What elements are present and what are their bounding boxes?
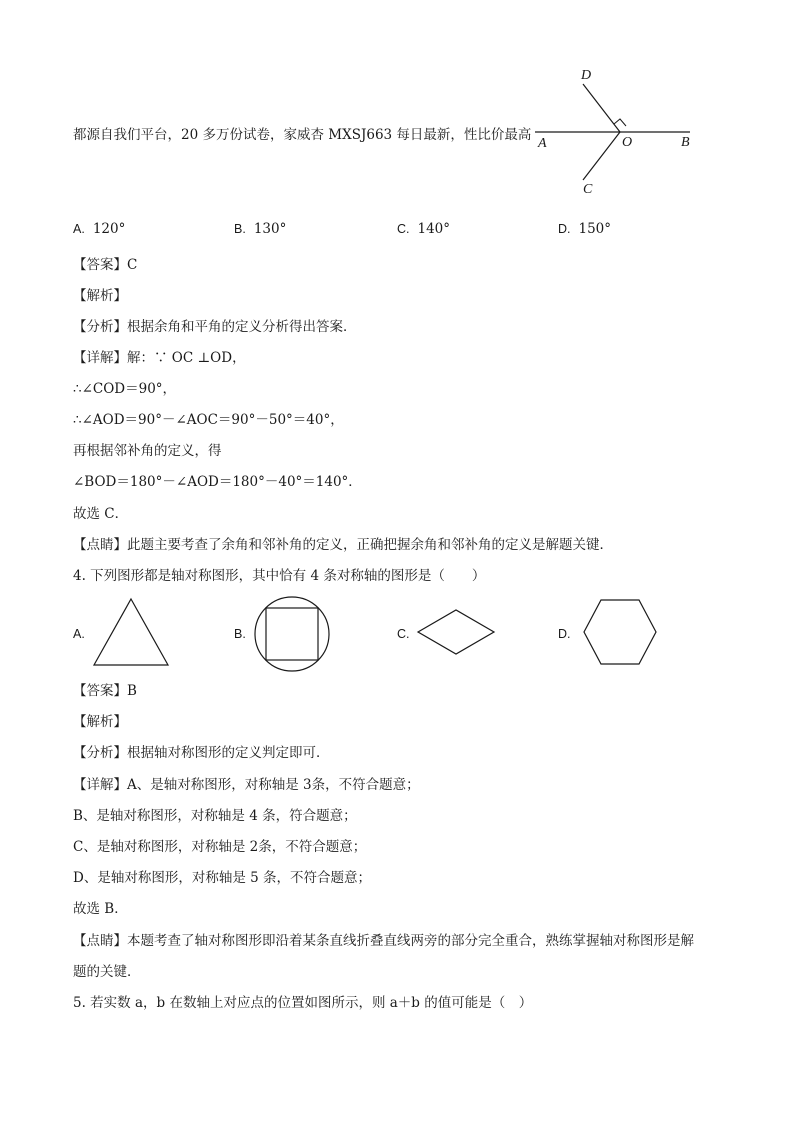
q3-xiangjie-5: ∠BOD＝180°－∠AOD＝180°－40°＝140°． (73, 474, 362, 490)
ray-oc (583, 132, 620, 180)
label-d: D (581, 68, 592, 83)
label-c: C (583, 182, 593, 197)
q4-xiangjie-3: C、是轴对称图形，对称轴是 2条，不符合题意； (73, 839, 367, 855)
q4-option-d (558, 625, 579, 643)
option-label: A. (73, 627, 85, 641)
q4-xiangjie-1: 【详解】A、是轴对称图形，对称轴是 3条，不符合题意； (73, 777, 420, 793)
angle-figure (535, 62, 705, 202)
option-value: 130° (253, 221, 287, 237)
option-label: C. (397, 627, 410, 641)
q3-option-d (558, 220, 611, 238)
hexagon-figure (582, 598, 658, 666)
q3-jiexi: 【解析】 (73, 288, 127, 304)
q4-dianjing-2: 题的关键． (73, 964, 141, 980)
label-b: B (681, 135, 690, 150)
option-label: B. (234, 222, 246, 236)
q4-option-c (397, 625, 418, 643)
q4-xiangjie-5: 故选 B． (73, 901, 128, 917)
circle-square-figure (253, 596, 331, 672)
q4-stem: 4. 下列图形都是轴对称图形，其中恰有 4 条对称轴的图形是（ ） (73, 568, 486, 584)
q4-fenxi: 【分析】根据轴对称图形的定义判定即可． (73, 745, 330, 761)
option-value: 140° (417, 221, 451, 237)
q4-xiangjie-2: B、是轴对称图形，对称轴是 4 条，符合题意； (73, 808, 357, 824)
q4-xiangjie-4: D、是轴对称图形，对称轴是 5 条，不符合题意； (73, 870, 371, 886)
q3-fenxi: 【分析】根据余角和平角的定义分析得出答案． (73, 319, 357, 335)
option-label: A. (73, 222, 85, 236)
q4-dianjing-1: 【点睛】本题考查了轴对称图形即沿着某条直线折叠直线两旁的部分完全重合，熟练掌握轴对称图形是解 (73, 933, 694, 949)
option-label: D. (558, 627, 571, 641)
q3-option-b (234, 220, 286, 238)
option-label: B. (234, 627, 246, 641)
watermark-line: 都源自我们平台，20 多万份试卷，家威杏 MXSJ663 每日最新，性比价最高 (73, 127, 532, 143)
option-label: D. (558, 222, 571, 236)
q3-xiangjie-6: 故选 C． (73, 506, 129, 522)
label-a: A (538, 136, 547, 151)
option-value: 150° (578, 221, 612, 237)
q3-xiangjie-4: 再根据邻补角的定义，得 (73, 443, 222, 459)
q3-answer: 【答案】C (73, 257, 138, 273)
option-value: 120° (92, 221, 126, 237)
q3-xiangjie-3: ∴∠AOD＝90°－∠AOC＝90°－50°＝40°， (73, 412, 344, 428)
q5-stem: 5. 若实数 a，b 在数轴上对应点的位置如图所示，则 a＋b 的值可能是（ ） (73, 995, 533, 1011)
triangle-figure (92, 597, 170, 667)
q3-xiangjie-2: ∴∠COD＝90°， (73, 381, 177, 397)
q4-answer: 【答案】B (73, 683, 137, 699)
q3-dianjing: 【点睛】此题主要考查了余角和邻补角的定义，正确把握余角和邻补角的定义是解题关键． (73, 537, 613, 553)
q4-option-a (73, 625, 93, 643)
q4-jiexi: 【解析】 (73, 714, 127, 730)
q3-option-a (73, 220, 125, 238)
q4-option-b (234, 625, 254, 643)
label-o: O (622, 135, 633, 150)
q3-option-c (397, 220, 450, 238)
option-label: C. (397, 222, 410, 236)
right-angle-mark (614, 119, 626, 126)
ray-od (583, 84, 620, 132)
rhombus-figure (416, 608, 496, 658)
q3-xiangjie-1: 【详解】解：∵ OC ⊥OD， (73, 350, 246, 366)
